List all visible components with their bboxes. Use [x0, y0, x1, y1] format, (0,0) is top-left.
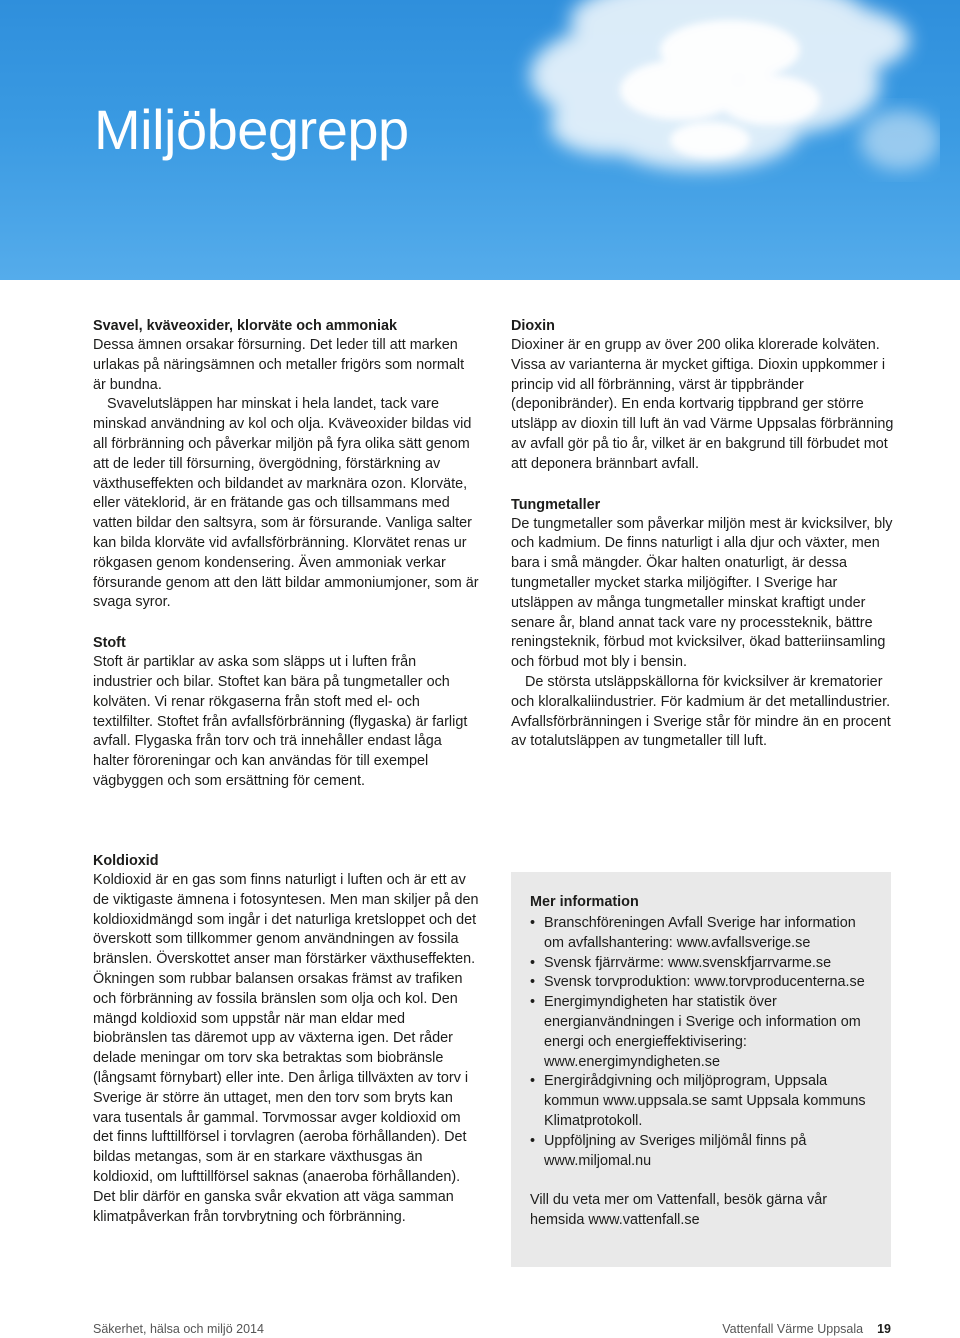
section-heading: Dioxin	[511, 318, 555, 334]
list-item	[530, 973, 875, 993]
section-heading: Tungmetaller	[511, 496, 601, 513]
footer-right	[722, 1322, 891, 1336]
bullet-icon: •	[530, 1132, 536, 1149]
section-dioxin	[511, 316, 897, 475]
list-item	[530, 993, 875, 1072]
right-column	[511, 316, 897, 772]
section-heading: Stoft	[93, 635, 126, 652]
page-number: 19	[877, 1322, 891, 1336]
footer-left: Säkerhet, hälsa och miljö 2014	[93, 1322, 264, 1336]
info-list	[530, 914, 875, 1171]
paragraph: De tungmetaller som påverkar miljön mest är kvicksilver, bly och kadmium. De finns naturligt i alla djur och växter, men bara i små mängder. Ökar halten onaturligt, är dessa tungmetaller mycket starka miljögifter. I Sverige har utsläppen av många tungmetaller minskat kraftigt under senare år, bland annat tack vare ny processteknik, bättre reningsteknik, förbud mot kvicksilver, ökad batteriinsamling och förbud mot bly i bensin.	[511, 515, 893, 671]
paragraph: De största utsläppskällorna för kvicksilver är krematorier och kloralkaliindustrier. För kadmium är det metallindustrier. Avfallsförbränningen i Sverige står för mindre än en procent av totalutsläppen av tungmetaller till luft.	[511, 673, 891, 750]
section-tungmetaller	[511, 495, 897, 753]
list-item	[530, 954, 875, 974]
list-item-text: Energimyndigheten har statistik över energianvändningen i Sverige och information om energi och energieffektivisering: www.energimyndigheten.se	[544, 994, 861, 1070]
info-closing: Vill du veta mer om Vattenfall, besök gärna vår hemsida www.vattenfall.se	[530, 1192, 828, 1229]
header-banner	[0, 0, 960, 280]
paragraph: Stoft är partiklar av aska som släpps ut i luften från industrier och bilar. Stoftet kan bära på tungmetaller och kolväten. Vi renar rökgaserna från stoft med el- och textilfilter. Stoftet från avfallsförbränning (flygaska) är farligt avfall. Flygaska från torv och trä innehåller endast låga halter föroreningar och kan användas för till exempel vägbyggen och som ersättning för cement.	[93, 654, 468, 789]
list-item-text: Energirådgivning och miljöprogram, Uppsala kommun www.uppsala.se samt Uppsala kommuns Klimatprotokoll.	[544, 1073, 866, 1129]
list-item	[530, 1072, 875, 1131]
paragraph: Dessa ämnen orsakar försurning. Det leder till att marken urlakas på näringsämnen och metaller frigörs som normalt är bundna.	[93, 337, 465, 393]
info-heading: Mer information	[530, 894, 639, 910]
section-stoft	[93, 633, 479, 792]
list-item-text: Uppföljning av Sveriges miljömål finns på www.miljomal.nu	[544, 1132, 807, 1169]
section-heading: Koldioxid	[93, 853, 159, 869]
section-koldioxid	[93, 851, 479, 1227]
section-svavel	[93, 316, 479, 613]
list-item-text: Svensk torvproduktion: www.torvproducenterna.se	[544, 974, 865, 991]
paragraph: Svavelutsläppen har minskat i hela landet, tack vare minskad användning av kol och olja. Kväveoxider bildas vid all förbränning och påverkar miljön på fyra olika sätt genom att de leder till försurning, övergödning, förstärkning av växthuseffekten och bildandet av marknära ozon. Klorväte, eller väteklorid, är en frätande gas och tillsammans med vatten bildar den saltsyra, som är försurande. Vanliga salter kan bilda klorväte vid avfallsförbränning. Klorvätet renas ur rökgasen genom kondensering. Även ammoniak verkar försurande genom att den lätt bildar ammoniumjoner, som är svaga syror.	[93, 396, 479, 611]
bullet-icon: •	[530, 974, 536, 991]
bullet-icon: •	[530, 994, 536, 1011]
bullet-icon: •	[530, 915, 536, 931]
bullet-icon: •	[530, 1073, 536, 1090]
footer-company: Vattenfall Värme Uppsala	[722, 1322, 864, 1336]
left-column-lower	[93, 851, 479, 1247]
paragraph: Koldioxid är en gas som finns naturligt i luften och är ett av de viktigaste ämnena i fotosyntesen. Men man skiljer på den koldioxidmängd som ingår i det naturliga kretsloppet och det överskott som tillkommer genom användningen av fossila bränslen. Överskottet anser man förstärker växthuseffekten. Ökningen som rubbar balansen orsakas främst av trafiken och förbränning av fossila bränslen som olja och kol. Den mängd koldioxid som uppstår när man eldar med biobränslen tas däremot upp av växterna igen. Det råder delade meningar om torv ska betraktas som biobränsle (långsamt förnybart) eller inte. Den årliga tillväxten av torv i Sverige är större än uttaget, men den torv som bryts kan vara tusentals år gammal. Torvmossar avger koldioxid om det finns lufttillförsel i torvlagren (aeroba förhållanden). Det bildas metangas, som är en starkare växthusgas än koldioxid, om lufttillförsel saknas (anaeroba förhållanden). Det blir därför en ganska svår ekvation att väga samman klimatpåverkan från torvbrytning och förbränning.	[93, 872, 479, 1225]
list-item	[530, 914, 875, 954]
left-column	[93, 316, 479, 812]
paragraph: Dioxiner är en grupp av över 200 olika klorerade kolväten. Vissa av varianterna är mycket giftiga. Dioxin uppkommer i princip vid all förbränning, värst är tippbränder (deponibränder). En enda kortvarig tippbrand ger större utsläpp av dioxin till luft än vad Värme Uppsalas förbränning av avfall gör på tio år, vilket är en bakgrund till förbudet mot att deponera brännbart avfall.	[511, 337, 894, 472]
bullet-icon: •	[530, 954, 536, 971]
section-heading: Svavel, kväveoxider, klorväte och ammoniak	[93, 318, 397, 334]
page-title: Miljöbegrepp	[94, 98, 409, 161]
list-item-text: Svensk fjärrvärme: www.svenskfjarrvarme.se	[544, 954, 832, 971]
list-item	[530, 1132, 875, 1172]
more-info-box	[511, 872, 891, 1267]
cloud-image	[470, 0, 940, 230]
list-item-text: Branschföreningen Avfall Sverige har information om avfallshantering: www.avfallsverige.se	[544, 915, 856, 951]
